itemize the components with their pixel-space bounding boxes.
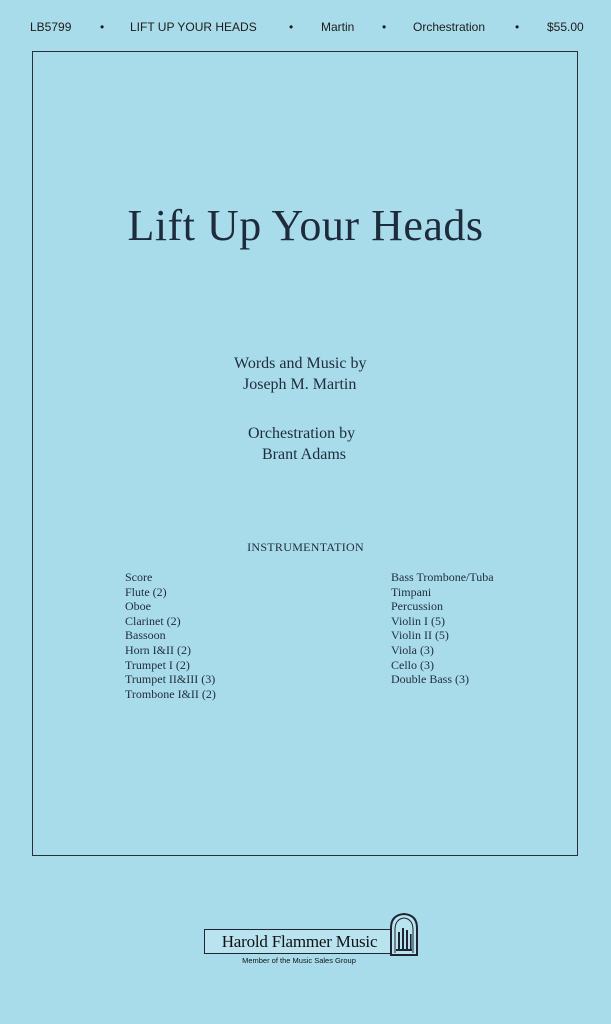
instrument-list-right xyxy=(391,570,494,687)
publisher-tagline: Member of the Music Sales Group xyxy=(242,956,356,965)
composer-name: Joseph M. Martin xyxy=(243,376,357,393)
header-bar xyxy=(0,16,611,36)
list-item: Score xyxy=(125,570,153,584)
list-item: Violin I (5) xyxy=(391,613,445,628)
separator-dot: • xyxy=(382,20,387,34)
list-item: Viola (3) xyxy=(391,642,434,657)
instrumentation-heading: INSTRUMENTATION xyxy=(247,540,364,554)
catalog-number: LB5799 xyxy=(30,20,72,34)
publisher-logo xyxy=(204,912,424,972)
header-edition: Orchestration xyxy=(413,20,486,34)
list-item: Flute (2) xyxy=(125,584,167,599)
orchestration-label: Orchestration by xyxy=(248,425,356,442)
header-title: LIFT UP YOUR HEADS xyxy=(130,20,257,34)
header-composer: Martin xyxy=(321,20,355,34)
orchestrator-name: Brant Adams xyxy=(262,446,346,463)
list-item: Double Bass (3) xyxy=(391,672,469,687)
list-item: Bassoon xyxy=(125,628,166,643)
list-item: Trombone I&II (2) xyxy=(125,686,216,701)
list-item: Clarinet (2) xyxy=(125,613,181,628)
list-item: Trumpet I (2) xyxy=(125,657,190,672)
list-item: Percussion xyxy=(391,599,443,614)
list-item: Horn I&II (2) xyxy=(125,642,191,657)
list-item: Violin II (5) xyxy=(391,628,449,643)
organ-pipes-icon xyxy=(388,912,420,956)
separator-dot: • xyxy=(515,20,520,34)
page-title: Lift Up Your Heads xyxy=(127,201,484,250)
words-music-label: Words and Music by xyxy=(234,355,367,372)
instrument-list-left xyxy=(125,570,216,701)
list-item: Oboe xyxy=(125,599,151,614)
separator-dot: • xyxy=(289,20,294,34)
header-price: $55.00 xyxy=(547,20,584,34)
list-item: Cello (3) xyxy=(391,657,434,672)
list-item: Timpani xyxy=(391,584,432,599)
separator-dot: • xyxy=(100,20,105,34)
list-item: Trumpet II&III (3) xyxy=(125,672,216,687)
publisher-name: Harold Flammer Music xyxy=(204,929,395,954)
list-item: Bass Trombone/Tuba xyxy=(391,570,494,584)
